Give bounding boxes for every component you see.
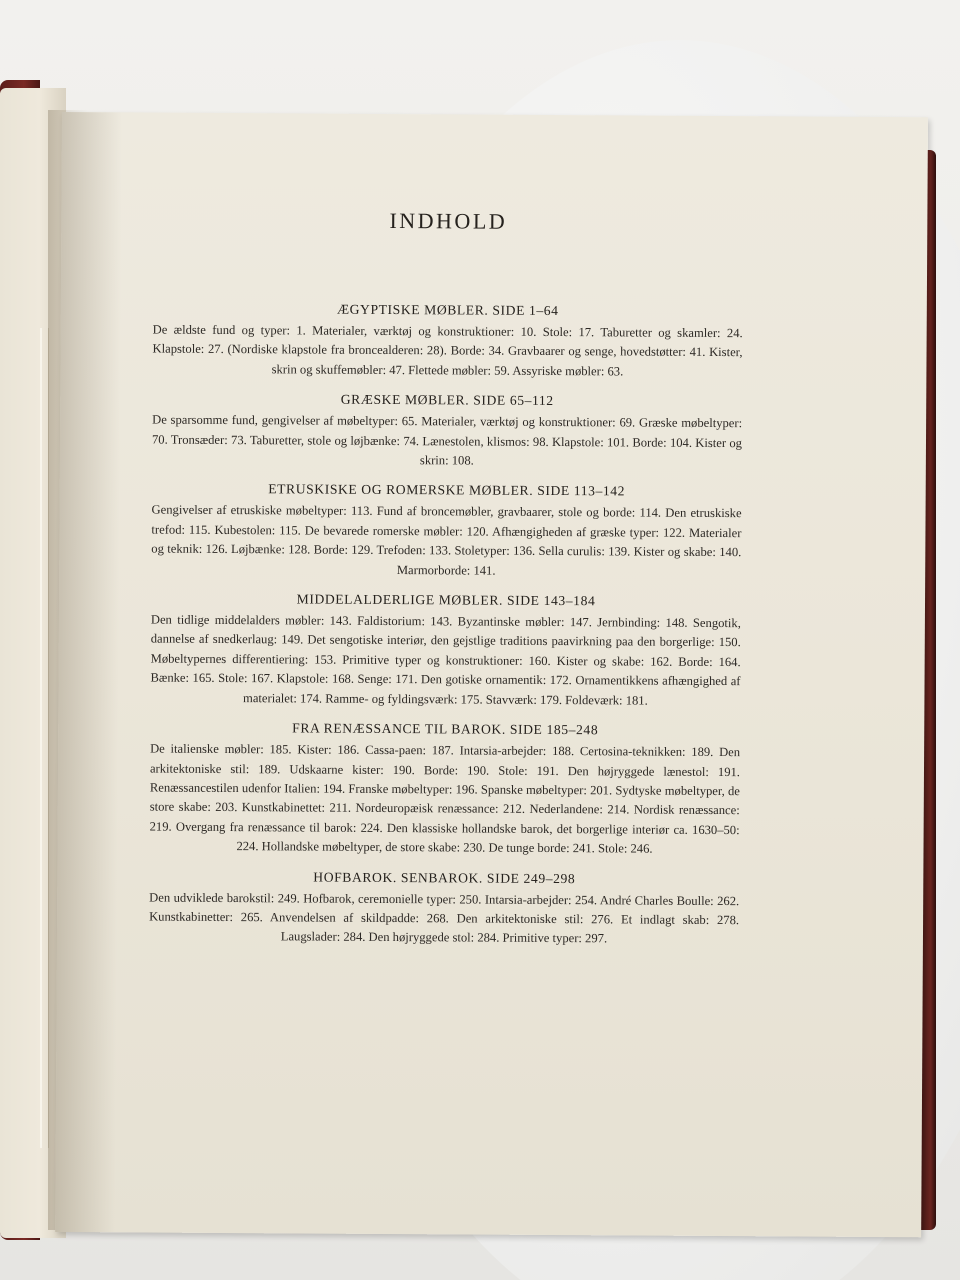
section-heading: ETRUSKISKE OG ROMERSKE MØBLER. SIDE 113–142 — [268, 481, 626, 499]
section-body: De ældste fund og typer: 1. Materialer, værktøj og konstruktioner: 10. Stole: 17. Taburetter og skamler: 24. Klapstole: 27. (Nordiske klapstole fra broncealderen: 28). Borde: 34. Gravbaarer og senge, hovedstøtter: 41. Kister, skrin og skuffemøbler: 47. Flettede møbler: 59. Assyriske møbler: 63. — [152, 322, 743, 379]
toc-section — [149, 718, 740, 860]
page-title: INDHOLD — [389, 208, 508, 234]
toc-section — [151, 479, 742, 582]
page-gutter-shade — [55, 112, 122, 1232]
section-body: De sparsomme fund, gengivelser af møbeltyper: 65. Materialer, værktøj og konstruktioner: 69. Græske møbeltyper: 70. Tronsæder: 73. Taburetter, stole og løjbænke: 74. Lænestolen, klismos: 98. Klapstole: 101. Borde: 104. Kister og skrin: 108. — [151, 412, 743, 468]
toc-section — [149, 866, 739, 950]
table-of-contents — [149, 207, 744, 960]
section-body: Gengivelser af etruskiske møbeltyper: 113. Fund af broncemøbler, gravbaarer, stole og borde: 114. Den etruskiske trefod: 115. Kubestolen: 115. De bevarede romerske møbler: 120. Afhængigheden af græske typer: 122. Materialer og teknik: 126. Løjbænke: 128. Borde: 129. Trefoden: 133. Stoletyper: 136. Sella curulis: 139. Kister og skabe: 140. Marmorborde: 141. — [151, 502, 742, 578]
section-heading: ÆGYPTISKE MØBLER. SIDE 1–64 — [336, 301, 559, 319]
section-heading: GRÆSKE MØBLER. SIDE 65–112 — [340, 391, 554, 409]
section-heading: HOFBAROK. SENBAROK. SIDE 249–298 — [313, 869, 576, 886]
toc-section — [152, 299, 742, 383]
section-heading: FRA RENÆSSANCE TIL BAROK. SIDE 185–248 — [292, 720, 599, 738]
toc-section — [150, 589, 741, 712]
section-body: Den udviklede barokstil: 249. Hofbarok, ceremonielle typer: 250. Intarsia-arbejder: 254. André Charles Boulle: 262. Kunstkabinetter: 265. Anvendelsen af skildpadde: 268. Den arkitektoniske stil: 276. Et indlagt skab: 278. Laugslader: 284. Den højryggede stol: 284. Primitive typer: 297. — [149, 890, 740, 946]
toc-section — [152, 389, 742, 473]
book-page — [55, 112, 928, 1237]
section-heading: MIDDELALDERLIGE MØBLER. SIDE 143–184 — [296, 591, 596, 609]
section-body: De italienske møbler: 185. Kister: 186. Cassa-paen: 187. Intarsia-arbejder: 188. Certosina-teknikken: 189. Den arkitektoniske stil: 189. Udskaarne kister: 190. Borde: 190. Stole: 191. Den højryggede lænestol: 191. Renæssancestilen udenfor Italien: 194. Franske møbeltyper: 196. Spanske møbeltyper: 201. Sydtyske møbeltyper, de store skabe: 203. Kunstkabinettet: 211. Nordeuropæisk renæssance: 212. Nederlandene: 214. Nordisk renæssance: 219. Overgang fra renæssance til barok: 224. Den klassiske hollandske barok, det borgerlige interiør ca. 1630–50: 224. Hollandske møbeltyper, de store skabe: 230. De tunge borde: 241. Stole: 246. — [149, 741, 741, 856]
section-body: Den tidlige middelalders møbler: 143. Faldistorium: 143. Byzantinske møbler: 147. Jernbinding: 148. Sengotik, dannelse af snedkerlaug: 149. Det sengotiske interiør, den gejstlige traditions paavirkning paa den borgerlige: 150. Møbeltypernes differentiering: 153. Primitive typer og konstruktioner: 160. Kister og skabe: 162. Borde: 164. Bænke: 165. Stole: 167. Klapstole: 168. Senge: 171. Den gotiske ornamentik: 172. Ornamentikkens afhængighed af materialet: 174. Ramme- og fyldingsværk: 175. Stavværk: 179. Foldeværk: 181. — [150, 612, 741, 708]
